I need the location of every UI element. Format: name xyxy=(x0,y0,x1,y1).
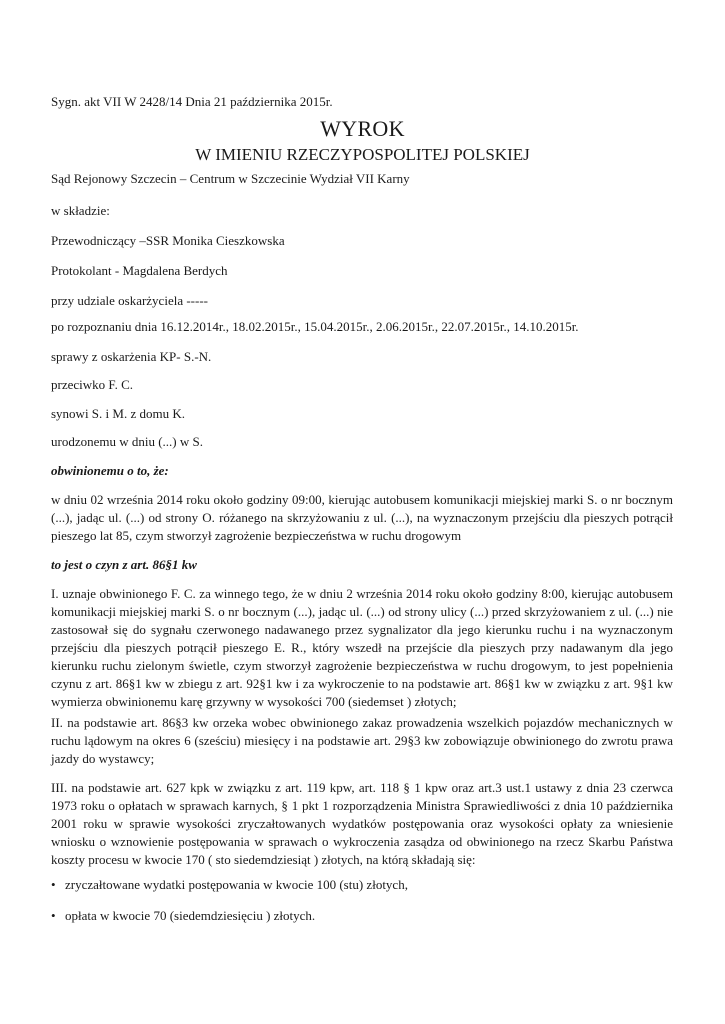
charge-text: w dniu 02 września 2014 roku około godziny 09:00, kierując autobusem komunikacji miejskiej marki S. o nr bocznym (...), jadąc ul. (...) od strony O. różanego na skrzyżowaniu z ul. (...), na wyznaczonym przejściu dla pieszych potrącił pieszego lat 85, czym stworzył zagrożenie bezpieczeństwa w ruchu drogowym xyxy=(51,492,673,543)
prosecutor: przy udziale oskarżyciela ----- xyxy=(51,293,208,308)
offense-heading: to jest o czyn z art. 86§1 kw xyxy=(51,557,197,572)
presiding-judge: Przewodniczący –SSR Monika Cieszkowska xyxy=(51,233,285,248)
list-item: • opłata w kwocie 70 (siedemdziesięciu ) złotych. xyxy=(51,907,673,925)
list-item: • zryczałtowane wydatki postępowania w kwocie 100 (stu) złotych, xyxy=(51,876,673,894)
defendant: przeciwko F. C. xyxy=(51,377,133,392)
document-subtitle: W IMIENIU RZECZYPOSPOLITEJ POLSKIEJ xyxy=(195,145,530,164)
case-from: sprawy z oskarżenia KP- S.-N. xyxy=(51,349,212,364)
charged-heading: obwinionemu o to, że: xyxy=(51,463,169,478)
court-name: Sąd Rejonowy Szczecin – Centrum w Szczecinie Wydział VII Karny xyxy=(51,171,410,186)
costs-list xyxy=(51,876,673,925)
court-clerk: Protokolant - Magdalena Berdych xyxy=(51,263,228,278)
verdict-point-1: I. uznaje obwinionego F. C. za winnego tego, że w dniu 2 września 2014 roku około godziny 8:00, kierując autobusem komunikacji miejskiej marki S. o nr bocznym (...), jadąc ul. (...) od strony ulicy (...) przed skrzyżowaniem z ul. (...) nie zastosował się do sygnału czerwonego nadawanego przez sygnalizator dla jego kierunku ruchu i na wyznaczonym przejściu dla pieszych potrącił pieszego E. R., który wszedł na przejście dla pieszych przy nadawanym dla jego kierunku ruchu zielonym świetle, czym stworzył zagrożenie bezpieczeństwa w ruchu drogowym, to jest popełnienia czynu z art. 86§1 kw w zbiegu z art. 92§1 kw i za wykroczenie to na podstawie art. 86§1 kw w związku z art. 9§1 kw wymierza obwinionemu karę grzywny w wysokości 700 (siedemset ) złotych; xyxy=(51,586,673,709)
composition-label: w składzie: xyxy=(51,203,110,218)
hearing-dates: po rozpoznaniu dnia 16.12.2014r., 18.02.2015r., 15.04.2015r., 2.06.2015r., 22.07.2015r., 14.10.2015r. xyxy=(51,319,579,334)
document-title: WYROK xyxy=(320,116,405,141)
defendant-birthplace: urodzonemu w dniu (...) w S. xyxy=(51,434,204,449)
case-signature: Sygn. akt VII W 2428/14 Dnia 21 października 2015r. xyxy=(51,94,333,109)
verdict-point-3: III. na podstawie art. 627 kpk w związku z art. 119 kpw, art. 118 § 1 kpw oraz art.3 ust.1 ustawy z dnia 23 czerwca 1973 roku o opłatach w sprawach karnych, § 1 pkt 1 rozporządzenia Ministra Sprawiedliwości z dnia 10 października 2001 roku w sprawie wysokości zryczałtowanych wydatków postępowania oraz wysokości opłaty za wniesienie wniosku o wznowienie postępowania w sprawach o wykroczenia zasądza od obwinionego na rzecz Skarbu Państwa koszty procesu w kwocie 170 ( sto siedemdziesiąt ) złotych, na którą składają się: xyxy=(51,780,673,867)
defendant-parents: synowi S. i M. z domu K. xyxy=(51,406,185,421)
verdict-point-2: II. na podstawie art. 86§3 kw orzeka wobec obwinionego zakaz prowadzenia wszelkich pojazdów mechanicznych w ruchu lądowym na okres 6 (sześciu) miesięcy i na podstawie art. 29§3 kw zobowiązuje obwinionego do zwrotu prawa jazdy do wystawcy; xyxy=(51,715,673,766)
